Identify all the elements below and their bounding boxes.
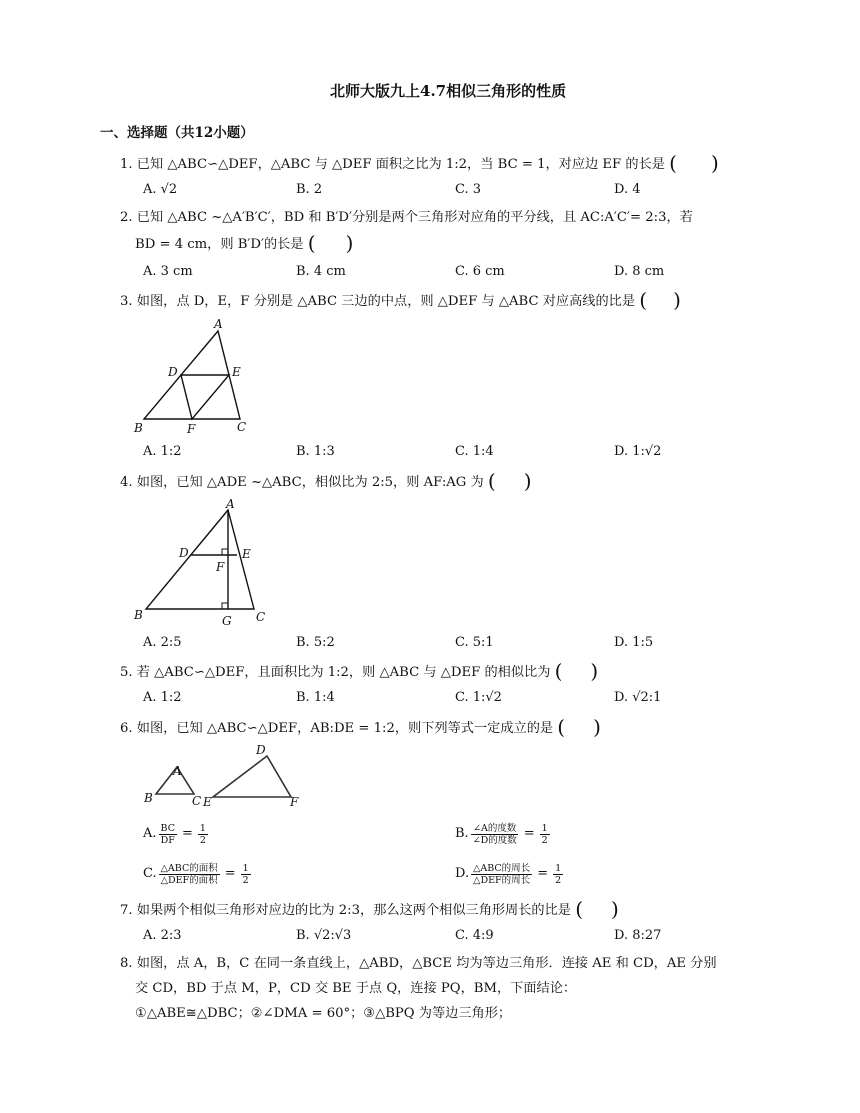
question-4-stem: 4. 如图，已知 △ADE ~△ABC，相似比为 2:5，则 AF:AG 为 ( ) — [120, 469, 532, 493]
q1-option-a[interactable]: A. √2 — [143, 182, 178, 197]
q3-label-b: B — [134, 421, 143, 435]
q5-option-c[interactable]: C. 1:√2 — [455, 690, 502, 705]
q6-label-c: C — [192, 794, 202, 808]
question-1-stem: 1. 已知 △ABC∽△DEF，△ABC 与 △DEF 面积之比为 1:2，当 BC = 1，对应边 EF 的长是 ( ) — [120, 151, 719, 175]
q3-option-d[interactable]: D. 1:√2 — [614, 444, 662, 459]
q5-option-a[interactable]: A. 1:2 — [143, 690, 182, 705]
q1-option-d[interactable]: D. 4 — [614, 182, 641, 197]
question-2-stem-line1: 2. 已知 △ABC ~△A′B′C′，BD 和 B′D′分别是两个三角形对应角的平分线，且 AC:A′C′= 2:3，若 — [120, 210, 693, 225]
q7-option-c[interactable]: C. 4:9 — [455, 928, 494, 943]
q3-triangle-def — [181, 375, 229, 419]
q4-triangle-abc — [146, 510, 254, 609]
q6-label-e: E — [203, 795, 212, 809]
q6-label-f: F — [290, 795, 299, 809]
question-3-stem: 3. 如图，点 D，E，F 分别是 △ABC 三边的中点，则 △DEF 与 △ABC 对应高线的比是 ( ) — [120, 288, 681, 312]
q3-option-c[interactable]: C. 1:4 — [455, 444, 494, 459]
q4-option-a[interactable]: A. 2:5 — [143, 635, 182, 650]
q7-option-d[interactable]: D. 8:27 — [614, 928, 662, 943]
question-2-stem-line2: BD = 4 cm，则 B′D′的长是 ( ) — [135, 231, 354, 255]
q3-figure — [130, 315, 280, 440]
q6-label-b: B — [144, 791, 153, 805]
q3-option-b[interactable]: B. 1:3 — [296, 444, 335, 459]
q2-option-b[interactable]: B. 4 cm — [296, 264, 346, 279]
q4-option-d[interactable]: D. 1:5 — [614, 635, 654, 650]
page-title: 北师大版九上4.7相似三角形的性质 — [330, 82, 567, 100]
q3-label-e: E — [232, 365, 241, 379]
q4-label-b: B — [134, 608, 143, 622]
q1-option-b[interactable]: B. 2 — [296, 182, 323, 197]
question-8-stem-line1: 8. 如图，点 A，B，C 在同一条直线上，△ABD，△BCE 均为等边三角形．连接 AE 和 CD，AE 分别 — [120, 956, 717, 971]
q4-label-d: D — [179, 546, 189, 560]
q7-option-b[interactable]: B. √2:√3 — [296, 928, 352, 943]
q1-option-c[interactable]: C. 3 — [455, 182, 482, 197]
q2-option-c[interactable]: C. 6 cm — [455, 264, 505, 279]
q4-label-e: E — [242, 547, 251, 561]
question-5-stem: 5. 若 △ABC∽△DEF，且面积比为 1:2，则 △ABC 与 △DEF 的相似比为 ( ) — [120, 659, 599, 683]
question-6-stem: 6. 如图，已知 △ABC∽△DEF，AB:DE = 1:2，则下列等式一定成立的是 ( ) — [120, 715, 601, 739]
q6-label-d: D — [256, 743, 266, 757]
q5-option-d[interactable]: D. √2:1 — [614, 690, 662, 705]
q7-option-a[interactable]: A. 2:3 — [143, 928, 182, 943]
q3-label-c: C — [237, 420, 247, 434]
q6-option-c[interactable]: C. $\frac{\text{△ABC的面积}}{\text{△DEF的面积}}$ = $\frac{1}{2}$ — [143, 862, 249, 886]
q3-label-d: D — [168, 365, 178, 379]
section-heading: 一、选择题（共12小题） — [100, 125, 254, 141]
q3-option-a[interactable]: A. 1:2 — [143, 444, 182, 459]
q3-label-a: A — [214, 317, 223, 331]
q6-triangle-def — [213, 756, 291, 797]
question-8-stem-line2: 交 CD，BD 于点 M，P，CD 交 BE 于点 Q，连接 PQ，BM，下面结论： — [135, 981, 577, 996]
question-8-stem-line3: ①△ABE≅△DBC；②∠DMA = 60°；③△BPQ 为等边三角形； — [135, 1006, 512, 1021]
q4-label-g: G — [222, 614, 232, 628]
q4-label-f: F — [216, 560, 225, 574]
q4-option-b[interactable]: B. 5:2 — [296, 635, 335, 650]
q6-option-b[interactable]: B. $\frac{\text{∠A的度数}}{\text{∠D的度数}}$ = $\frac{1}{2}$ — [455, 822, 548, 846]
q4-label-c: C — [256, 610, 266, 624]
q4-right-angle-f — [222, 549, 228, 555]
q4-right-angle-g — [222, 603, 228, 609]
q6-option-a[interactable]: A. $\frac{BC}{DF}$ = $\frac{1}{2}$ — [143, 822, 206, 846]
q6-figure — [140, 742, 310, 812]
question-7-stem: 7. 如果两个相似三角形对应边的比为 2:3，那么这两个相似三角形周长的比是 ( ) — [120, 897, 619, 921]
q6-option-d[interactable]: D. $\frac{\text{△ABC的周长}}{\text{△DEF的周长}}$ = $\frac{1}{2}$ — [455, 862, 562, 886]
q4-option-c[interactable]: C. 5:1 — [455, 635, 494, 650]
q6-label-a: A — [173, 764, 182, 778]
q4-figure — [130, 495, 280, 635]
q2-option-a[interactable]: A. 3 cm — [143, 264, 193, 279]
q3-label-f: F — [187, 422, 196, 436]
q5-option-b[interactable]: B. 1:4 — [296, 690, 335, 705]
q2-option-d[interactable]: D. 8 cm — [614, 264, 665, 279]
q4-label-a: A — [226, 497, 235, 511]
